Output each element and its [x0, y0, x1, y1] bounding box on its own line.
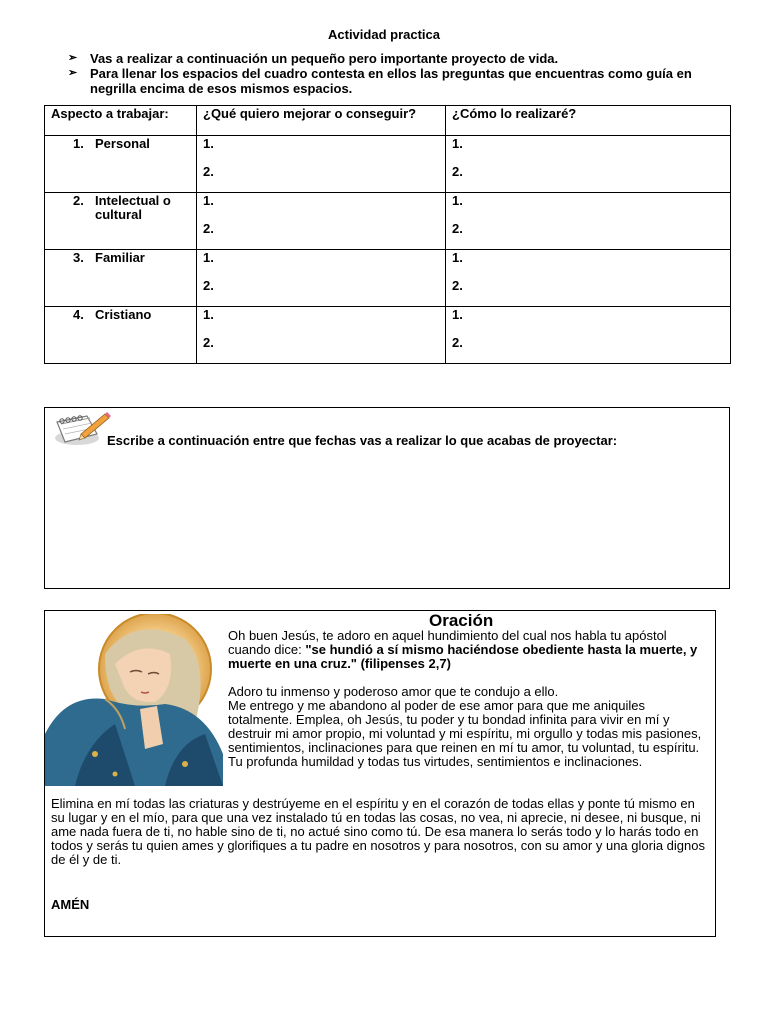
- dates-prompt: Escribe a continuación entre que fechas vas a realizar lo que acabas de proyectar:: [107, 433, 618, 448]
- item-number: 2.: [452, 278, 463, 293]
- prayer-quote: "se hundió a sí mismo haciéndose obediente hasta la muerte, y muerte en una cruz." (filipenses 2,7): [228, 642, 698, 671]
- item-number: 2.: [452, 221, 463, 236]
- prayer-line: Adoro tu inmenso y poderoso amor que te condujo a ello.: [228, 684, 559, 699]
- item-number: 2.: [203, 278, 214, 293]
- item-number: 2.: [203, 164, 214, 179]
- prayer-text-right: [228, 629, 706, 769]
- aspect-cell: [45, 193, 197, 250]
- virgin-mary-praying-image: [45, 614, 223, 786]
- header-improve: ¿Qué quiero mejorar o conseguir?: [197, 106, 446, 136]
- instruction-item: [68, 66, 728, 96]
- aspect-number: 2.: [73, 193, 84, 208]
- item-number: 2.: [452, 335, 463, 350]
- prayer-amen: AMÉN: [51, 897, 90, 912]
- aspect-cell: [45, 250, 197, 307]
- dates-box[interactable]: [44, 407, 730, 589]
- item-number: 1.: [452, 250, 463, 265]
- instructions-list: [68, 51, 728, 96]
- prayer-box: [44, 610, 716, 937]
- item-number: 2.: [203, 335, 214, 350]
- item-number: 1.: [452, 193, 463, 208]
- table-row: [45, 250, 731, 307]
- aspect-label: Personal: [95, 136, 150, 151]
- aspect-cell: [45, 307, 197, 364]
- prayer-paragraph-full: Elimina en mí todas las criaturas y destrúyeme en el espíritu y en el corazón de todas ellas y ponte tú mismo en su lugar y en el mío, para que una vez instalado tú en todas las cosas, no vea, ni aprecie, ni desee, ni busque, ni ame nada fuera de ti, no hable sino de ti, no actué sino como tú. De esa manera lo serás todo y lo harás todo en todos y serás tu quien ames y glorifiques a tu padre en nosotros y para nosotros, con su amor y una gloria dignos de él y de ti.: [51, 796, 705, 867]
- how-cell[interactable]: [446, 250, 731, 307]
- item-number: 1.: [203, 193, 214, 208]
- improve-cell[interactable]: [197, 136, 446, 193]
- life-project-table: [44, 105, 731, 364]
- aspect-label: Cristiano: [95, 307, 152, 322]
- notepad-pencil-icon: [51, 408, 113, 450]
- item-number: 2.: [452, 164, 463, 179]
- improve-cell[interactable]: [197, 250, 446, 307]
- aspect-number: 1.: [73, 136, 84, 151]
- table-row: [45, 307, 731, 364]
- aspect-label: Familiar: [95, 250, 145, 265]
- instruction-text: Para llenar los espacios del cuadro contesta en ellos las preguntas que encuentras como guía en negrilla encima de esos mismos espacios.: [90, 66, 692, 96]
- prayer-line: Me entrego y me abandono al poder de ese amor para que me aniquiles totalmente. Emplea, oh Jesús, tu poder y tu bondad infinita para vivir en mí y destruir mi amor propio, mi voluntad y mi espíritu, mi orgullo y todas mis pasiones, sentimientos, inclinaciones para que reinen en mí tu amor, tu voluntad, tu espíritu. Tu profunda humildad y todas tus virtudes, sentimientos e inclinaciones.: [228, 698, 702, 769]
- table-row: [45, 193, 731, 250]
- prayer-paragraph: [228, 629, 706, 671]
- instruction-item: [68, 51, 728, 66]
- aspect-number: 3.: [73, 250, 84, 265]
- item-number: 1.: [203, 307, 214, 322]
- item-number: 1.: [452, 136, 463, 151]
- arrow-bullet-icon: ➢: [68, 67, 78, 79]
- instruction-text: Vas a realizar a continuación un pequeño pero importante proyecto de vida.: [90, 51, 559, 66]
- improve-cell[interactable]: [197, 193, 446, 250]
- table-header-row: [45, 106, 731, 136]
- prayer-paragraph: [228, 685, 706, 769]
- how-cell[interactable]: [446, 136, 731, 193]
- prayer-title: Oración: [429, 611, 494, 630]
- header-aspect: Aspecto a trabajar:: [45, 106, 197, 136]
- item-number: 1.: [203, 250, 214, 265]
- page-title: Actividad practica: [328, 27, 440, 42]
- item-number: 2.: [203, 221, 214, 236]
- aspect-label: Intelectual o cultural: [95, 193, 171, 222]
- how-cell[interactable]: [446, 307, 731, 364]
- item-number: 1.: [452, 307, 463, 322]
- improve-cell[interactable]: [197, 307, 446, 364]
- aspect-cell: [45, 136, 197, 193]
- item-number: 1.: [203, 136, 214, 151]
- header-how: ¿Cómo lo realizaré?: [446, 106, 731, 136]
- table-row: [45, 136, 731, 193]
- aspect-number: 4.: [73, 307, 84, 322]
- arrow-bullet-icon: ➢: [68, 52, 78, 64]
- how-cell[interactable]: [446, 193, 731, 250]
- prayer-intro: Oh buen Jesús, te adoro en aquel hundimiento del cual nos habla tu apóstol cuando dice:: [228, 628, 667, 657]
